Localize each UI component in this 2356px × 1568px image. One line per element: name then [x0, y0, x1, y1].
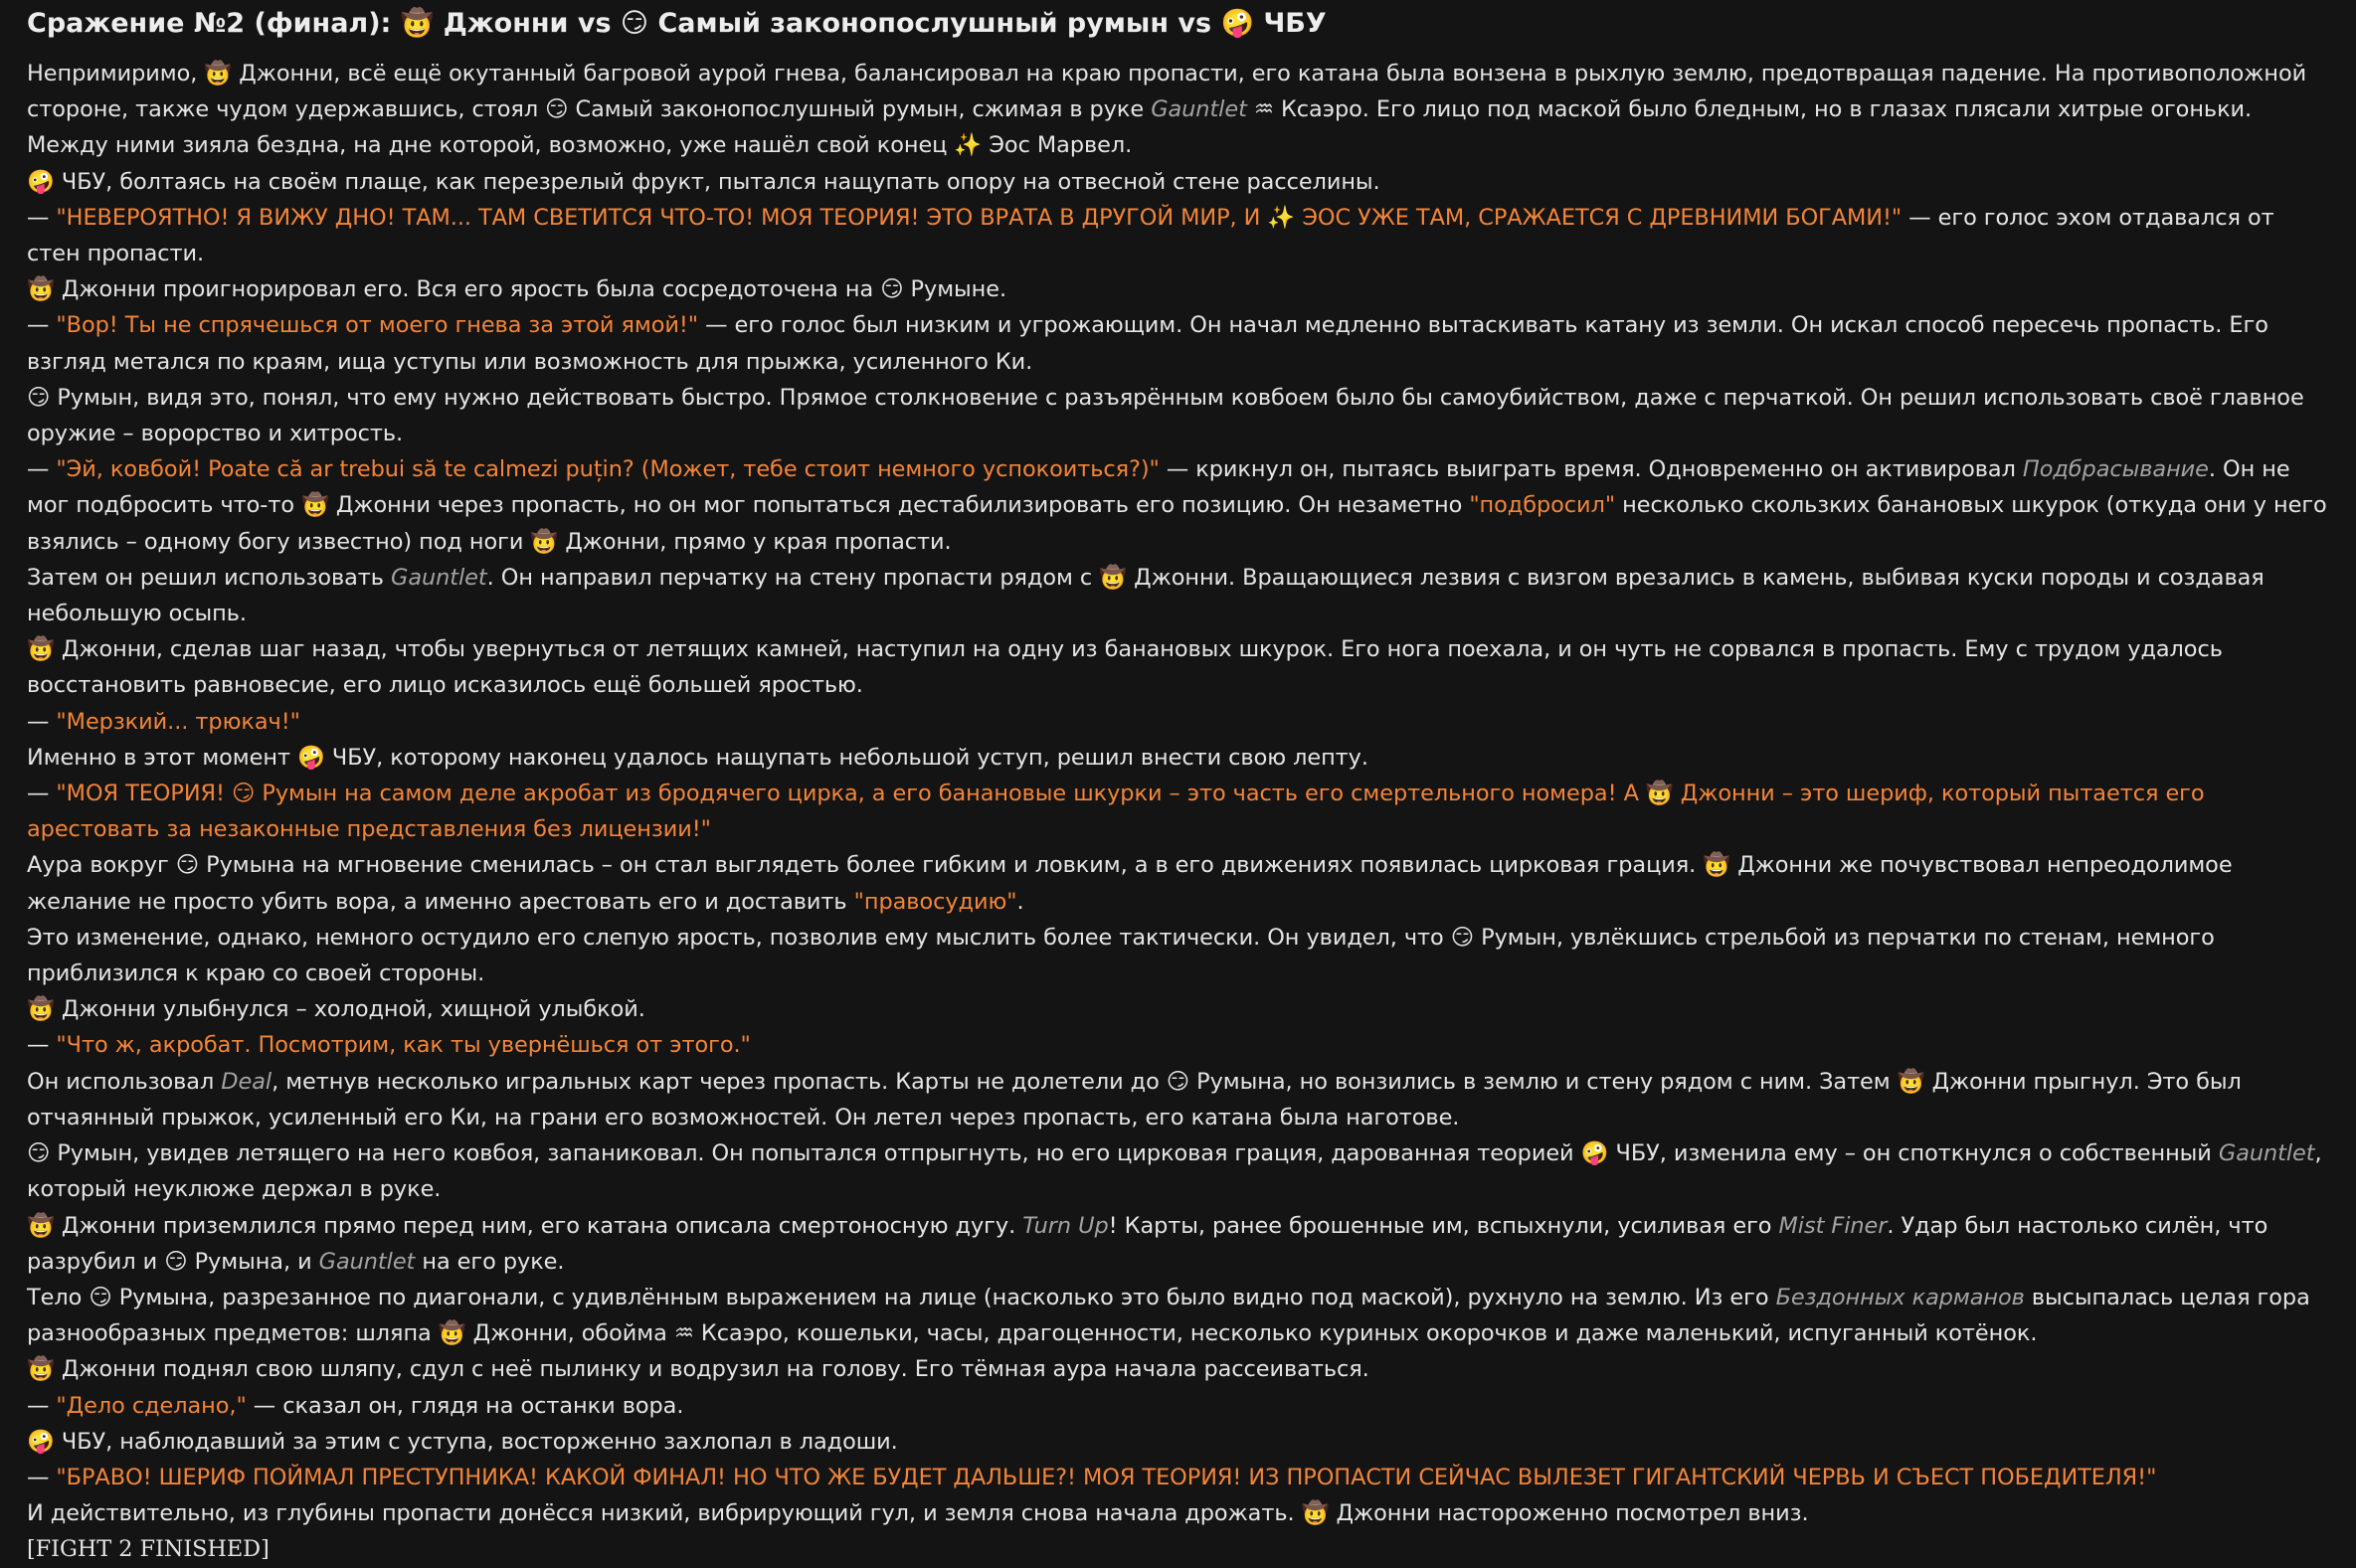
- paragraph-text: — крикнул он, пытаясь выиграть время. Одновременно он активировал: [1159, 456, 2023, 483]
- story-body: [27, 56, 2334, 1568]
- paragraph-text: —: [27, 312, 57, 339]
- item-name: Gauntlet: [1151, 96, 1247, 123]
- paragraph-text: —: [27, 456, 57, 483]
- dialogue-quote: "НЕВЕРОЯТНО! Я ВИЖУ ДНО! ТАМ... ТАМ СВЕТИТСЯ ЧТО-ТО! МОЯ ТЕОРИЯ! ЭТО ВРАТА В ДРУГОЙ МИР, И ✨ ЭОС УЖЕ ТАМ, СРАЖАЕТСЯ С ДРЕВНИМИ БОГАМИ!": [56, 204, 1903, 231]
- document: [27, 0, 2334, 1568]
- story-paragraph: [27, 1027, 2334, 1063]
- paragraph-text: 🤠 Джонни приземлился прямо перед ним, его катана описала смертоносную дугу.: [27, 1212, 1023, 1239]
- story-paragraph: [27, 776, 2334, 847]
- story-paragraph: [27, 740, 2334, 776]
- paragraph-text: Аура вокруг 😏 Румына на мгновение сменилась – он стал выглядеть более гибким и ловким, а в его движениях появилась цирковая грация. 🤠 Джонни же почувствовал непреодолимое желание не просто убить вора, а именно арестовать его и доставить: [27, 852, 2233, 915]
- story-paragraph: [27, 164, 2334, 200]
- paragraph-text: —: [27, 781, 57, 807]
- story-paragraph: [27, 1135, 2334, 1207]
- item-name: Turn Up: [1022, 1212, 1109, 1239]
- story-paragraph: [27, 991, 2334, 1027]
- story-paragraph: [27, 271, 2334, 307]
- story-paragraph: [27, 1495, 2334, 1531]
- story-paragraph: [27, 451, 2334, 560]
- story-paragraph: [27, 307, 2334, 379]
- paragraph-text: 🤪 ЧБУ, наблюдавший за этим с уступа, восторженно захлопал в ладоши.: [27, 1428, 898, 1455]
- story-paragraph: [27, 1460, 2334, 1495]
- story-paragraph: [27, 847, 2334, 919]
- item-name: Gauntlet: [318, 1248, 416, 1275]
- dialogue-quote: "Что ж, акробат. Посмотрим, как ты увернёшься от этого.": [56, 1032, 751, 1059]
- dialogue-quote: "подбросил": [1469, 492, 1616, 519]
- paragraph-text: 😏 Румын, видя это, понял, что ему нужно действовать быстро. Прямое столкновение с разъярённым ковбоем было бы самоубийством, даже с перчаткой. Он решил использовать своё главное оружие – ворорство и хитрость.: [27, 384, 2304, 447]
- paragraph-text: — сказал он, глядя на останки вора.: [246, 1392, 684, 1419]
- paragraph-text: ♒ Ксаэро. Его лицо под маской было бледным, но в глазах плясали хитрые огоньки. Между ними зияла бездна, на дне которой, возможно, уже нашёл свой конец ✨ Эос Марвел.: [27, 96, 2253, 159]
- paragraph-text: — его голос эхом отдавался от стен пропасти.: [27, 204, 2274, 267]
- paragraph-text: Затем он решил использовать: [27, 564, 392, 591]
- paragraph-text: Тело 😏 Румына, разрезанное по диагонали, с удивлённым выражением на лице (насколько это было видно под маской), рухнуло на землю. Из его: [27, 1284, 1776, 1310]
- paragraph-text: Он использовал: [27, 1068, 222, 1095]
- paragraph-text: высыпалась целая гора разнообразных предметов: шляпа 🤠 Джонни, обойма ♒ Ксаэро, кошельки, часы, драгоценности, несколько куриных окорочков и даже маленький, испуганный котёнок.: [27, 1284, 2310, 1347]
- item-name: Deal: [221, 1068, 272, 1095]
- paragraph-text: 🤠 Джонни поднял свою шляпу, сдул с неё пылинку и водрузил на голову. Его тёмная аура начала рассеиваться.: [27, 1356, 1369, 1383]
- paragraph-text: —: [27, 1464, 57, 1490]
- paragraph-text: . Он направил перчатку на стену пропасти рядом с 🤠 Джонни. Вращающиеся лезвия с визгом врезались в камень, выбивая куски породы и создавая небольшую осыпь.: [27, 564, 2265, 627]
- paragraph-text: Именно в этот момент 🤪 ЧБУ, которому наконец удалось нащупать небольшой уступ, решил внести свою лепту.: [27, 744, 1368, 771]
- paragraph-text: 🤠 Джонни улыбнулся – холодной, хищной улыбкой.: [27, 996, 645, 1023]
- dialogue-quote: "Мерзкий... трюкач!": [56, 708, 300, 735]
- paragraph-text: , который неуклюже держал в руке.: [27, 1140, 2322, 1203]
- story-paragraph: [27, 1280, 2334, 1351]
- dialogue-quote: "Дело сделано,": [56, 1392, 247, 1419]
- dialogue-quote: "МОЯ ТЕОРИЯ! 😏 Румын на самом деле акробат из бродячего цирка, а его банановые шкурки – это часть его смертельного номера! А 🤠 Джонни – это шериф, который пытается его арестовать за незаконные представления без лицензии!": [27, 781, 2205, 843]
- paragraph-text: 🤠 Джонни, сделав шаг назад, чтобы увернуться от летящих камней, наступил на одну из банановых шкурок. Его нога поехала, и он чуть не сорвался в пропасть. Ему с трудом удалось восстановить равновесие, его лицо исказилось ещё большей яростью.: [27, 636, 2223, 699]
- paragraph-text: . Он не мог подбросить что-то 🤠 Джонни через пропасть, но он мог попытаться дестабилизировать его позицию. Он незаметно: [27, 456, 2290, 519]
- paragraph-text: —: [27, 204, 57, 231]
- story-paragraph: [27, 56, 2334, 164]
- paragraph-text: И действительно, из глубины пропасти донёсся низкий, вибрирующий гул, и земля снова начала дрожать. 🤠 Джонни настороженно посмотрел вниз.: [27, 1500, 1809, 1527]
- paragraph-text: —: [27, 1032, 57, 1059]
- story-paragraph: [27, 704, 2334, 740]
- item-name: Бездонных карманов: [1775, 1284, 2025, 1310]
- story-paragraph: [27, 560, 2334, 631]
- dialogue-quote: "БРАВО! ШЕРИФ ПОЙМАЛ ПРЕСТУПНИКА! КАКОЙ ФИНАЛ! НО ЧТО ЖЕ БУДЕТ ДАЛЬШЕ?! МОЯ ТЕОРИЯ! ИЗ ПРОПАСТИ СЕЙЧАС ВЫЛЕЗЕТ ГИГАНТСКИЙ ЧЕРВЬ И СЪЕСТ ПОБЕДИТЕЛЯ!": [56, 1464, 2157, 1490]
- paragraph-text: —: [27, 1392, 57, 1419]
- paragraph-text: несколько скользких банановых шкурок (откуда они у него взялись – одному богу известно) под ноги 🤠 Джонни, прямо у края пропасти.: [27, 492, 2327, 555]
- paragraph-text: на его руке.: [415, 1248, 565, 1275]
- paragraph-text: 🤪 ЧБУ, болтаясь на своём плаще, как перезрелый фрукт, пытался нащупать опору на отвесной стене расселины.: [27, 168, 1380, 195]
- story-paragraph: [27, 1388, 2334, 1424]
- story-paragraph: [27, 920, 2334, 991]
- story-paragraph: [27, 380, 2334, 451]
- paragraph-text: 😏 Румын, увидев летящего на него ковбоя, запаниковал. Он попытался отпрыгнуть, но его цирковая грация, дарованная теорией 🤪 ЧБУ, изменила ему – он споткнулся о собственный: [27, 1140, 2219, 1167]
- paragraph-text: Это изменение, однако, немного остудило его слепую ярость, позволив ему мыслить более тактически. Он увидел, что 😏 Румын, увлёкшись стрельбой из перчатки по стенам, немного приблизился к краю со своей стороны.: [27, 924, 2215, 987]
- story-paragraph: [27, 631, 2334, 703]
- dialogue-quote: "Вор! Ты не спрячешься от моего гнева за этой ямой!": [56, 312, 699, 339]
- paragraph-text: . Удар был настолько силён, что разрубил и 😏 Румына, и: [27, 1212, 2268, 1275]
- status-line: [FIGHT 2 FINISHED]: [27, 1536, 270, 1563]
- story-paragraph: [27, 1424, 2334, 1460]
- item-name: Gauntlet: [391, 564, 487, 591]
- story-paragraph: [27, 1208, 2334, 1280]
- item-name: Mist Finer: [1778, 1212, 1888, 1239]
- story-paragraph: [27, 1351, 2334, 1387]
- story-paragraph: [27, 1531, 2334, 1567]
- fight-title: Сражение №2 (финал): 🤠 Джонни vs 😏 Самый законопослушный румын vs 🤪 ЧБУ: [27, 8, 1327, 39]
- story-paragraph: [27, 1064, 2334, 1135]
- paragraph-text: Непримиримо, 🤠 Джонни, всё ещё окутанный багровой аурой гнева, балансировал на краю пропасти, его катана была вонзена в рыхлую землю, предотвращая падение. На противоположной стороне, также чудом удержавшись, стоял 😏 Самый законопослушный румын, сжимая в руке: [27, 61, 2307, 123]
- dialogue-quote: "правосудию": [853, 888, 1017, 915]
- item-name: Подбрасывание: [2022, 456, 2209, 483]
- item-name: Gauntlet: [2218, 1140, 2315, 1167]
- paragraph-text: .: [1016, 888, 1024, 915]
- paragraph-text: , метнув несколько игральных карт через пропасть. Карты не долетели до 😏 Румына, но вонзились в землю и стену рядом с ним. Затем 🤠 Джонни прыгнул. Это был отчаянный прыжок, усиленный его Ки, на грани его возможностей. Он летел через пропасть, его катана была наготове.: [27, 1068, 2242, 1131]
- dialogue-quote: "Эй, ковбой! Poate că ar trebui să te calmezi puțin? (Может, тебе стоит немного успокоиться?)": [56, 456, 1160, 483]
- paragraph-text: 🤠 Джонни проигнорировал его. Вся его ярость была сосредоточена на 😏 Румыне.: [27, 276, 1007, 303]
- paragraph-text: — его голос был низким и угрожающим. Он начал медленно вытаскивать катану из земли. Он искал способ пересечь пропасть. Его взгляд метался по краям, ища уступы или возможность для прыжка, усиленного Ки.: [27, 312, 2268, 375]
- paragraph-text: —: [27, 708, 57, 735]
- story-paragraph: [27, 200, 2334, 271]
- paragraph-text: ! Карты, ранее брошенные им, вспыхнули, усиливая его: [1108, 1212, 1779, 1239]
